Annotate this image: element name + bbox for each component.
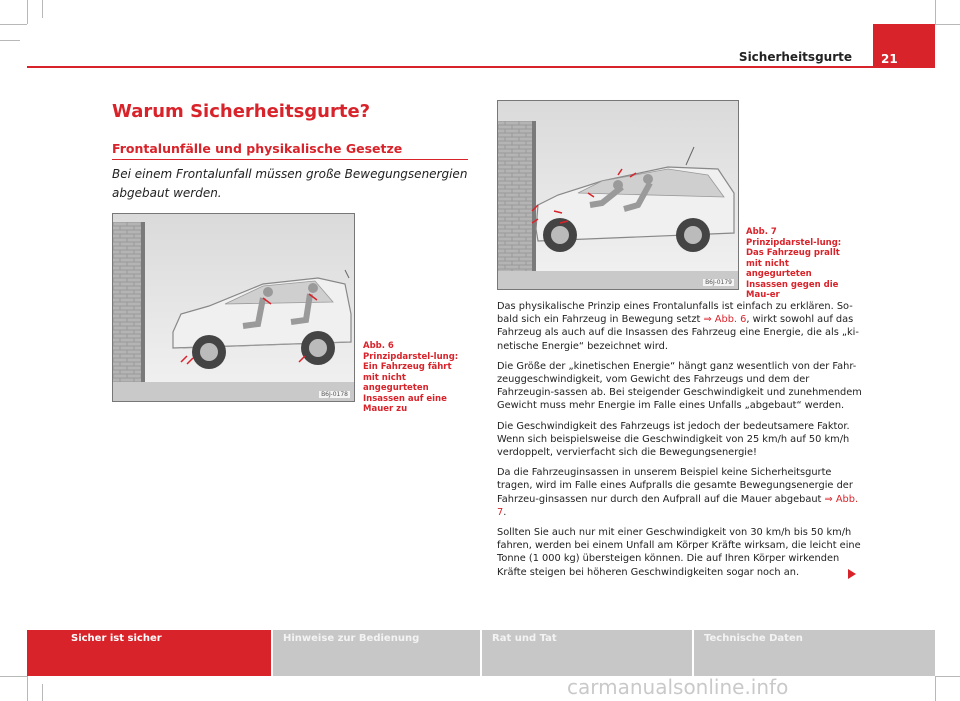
crop-mark bbox=[935, 676, 936, 701]
paragraph-2: Die Größe der „kinetischen Energie“ hängt ganz wesentlich von der Fahr-zeuggeschwindigkeit, vom Gewicht des Fahrzeugs und dem der Fahrzeugin-sassen ab. Bei steigender Geschwindigkeit und zunehmendem Gewicht muss mehr Energie im Falle eines Unfalls „abgebaut“ werden. bbox=[497, 360, 862, 412]
crop-mark bbox=[935, 676, 960, 677]
tab-hinweise-zur-bedienung[interactable]: Hinweise zur Bedienung bbox=[273, 630, 480, 676]
figure-7-image bbox=[497, 100, 739, 290]
figure-6-caption: Abb. 6 Prinzipdarstel-lung: Ein Fahrzeug fährt mit nicht angegurteten Insassen auf eine Mauer zu bbox=[363, 341, 459, 414]
crop-mark bbox=[0, 24, 27, 25]
page-title: Warum Sicherheitsgurte? bbox=[112, 101, 371, 122]
figure-6-link[interactable]: ⇒ Abb. 6 bbox=[703, 314, 747, 326]
crop-mark bbox=[935, 24, 960, 25]
paragraph-1: Das physikalische Prinzip eines Frontalunfalls ist einfach zu erklären. So-bald sich ein Fahrzeug in Bewegung setzt ⇒ Abb. 6, wirkt sowohl auf das Fahrzeug als auch auf die Insassen des Fahrzeug eine Energie, die als „ki-netische Energie“ bezeichnet wird. bbox=[497, 301, 859, 352]
section-subtitle: Frontalunfälle und physikalische Gesetze bbox=[112, 141, 403, 156]
figure-6-image bbox=[112, 213, 355, 402]
chapter-tabs bbox=[27, 630, 935, 676]
figure-7-link[interactable]: ⇒ Abb. 7 bbox=[497, 493, 859, 518]
tab-rat-und-tat[interactable]: Rat und Tat bbox=[482, 630, 692, 676]
subtitle-rule bbox=[112, 159, 468, 160]
paragraph-5: Sollten Sie auch nur mit einer Geschwindigkeit von 30 km/h bis 50 km/h fahren, werden bei einem Unfall am Körper Kräfte wirksam, die leicht eine Tonne (1 000 kg) übersteigen können. Die auf Ihren Körper wirkenden Kräfte steigen bei höheren Geschwindigkeiten sogar noch an. bbox=[497, 527, 861, 578]
header-rule bbox=[27, 66, 935, 68]
tab-sicher-ist-sicher[interactable]: Sicher ist sicher bbox=[27, 630, 271, 676]
crop-mark bbox=[27, 0, 28, 24]
figure-7-code: B6J-0179 bbox=[705, 279, 732, 286]
continue-arrow-icon bbox=[848, 569, 856, 579]
crop-mark bbox=[27, 676, 28, 701]
crop-mark bbox=[0, 40, 20, 41]
paragraph-3: Die Geschwindigkeit des Fahrzeugs ist jedoch der bedeutsamere Faktor. Wenn sich beispielsweise die Geschwindigkeit von 25 km/h auf 50 km/h verdoppelt, vervierfacht sich die Bewegungsenergie! bbox=[497, 420, 850, 459]
crop-mark bbox=[935, 0, 936, 24]
crop-mark bbox=[42, 684, 43, 701]
body-text bbox=[497, 300, 863, 586]
intro-text: Bei einem Frontalunfall müssen große Bewegungsenergien abgebaut werden. bbox=[112, 167, 468, 200]
page-number: 21 bbox=[873, 24, 935, 68]
figure-6-code: B6J-0178 bbox=[321, 391, 348, 398]
watermark: carmanualsonline.info bbox=[567, 675, 789, 699]
tab-technische-daten[interactable]: Technische Daten bbox=[694, 630, 935, 676]
section-title: Sicherheitsgurte bbox=[738, 50, 852, 64]
crop-mark bbox=[0, 676, 27, 677]
crop-mark bbox=[42, 0, 43, 18]
figure-7-caption: Abb. 7 Prinzipdarstel-lung: Das Fahrzeug prallt mit nicht angegurteten Insassen gegen die Mau-er bbox=[746, 227, 842, 300]
paragraph-4: Da die Fahrzeuginsassen in unserem Beispiel keine Sicherheitsgurte tragen, wird im Falle eines Aufpralls die gesamte Bewegungsenergie der Fahrzeu-ginsassen nur durch den Aufprall auf die Mauer abgebaut ⇒ Abb. 7. bbox=[497, 467, 859, 518]
